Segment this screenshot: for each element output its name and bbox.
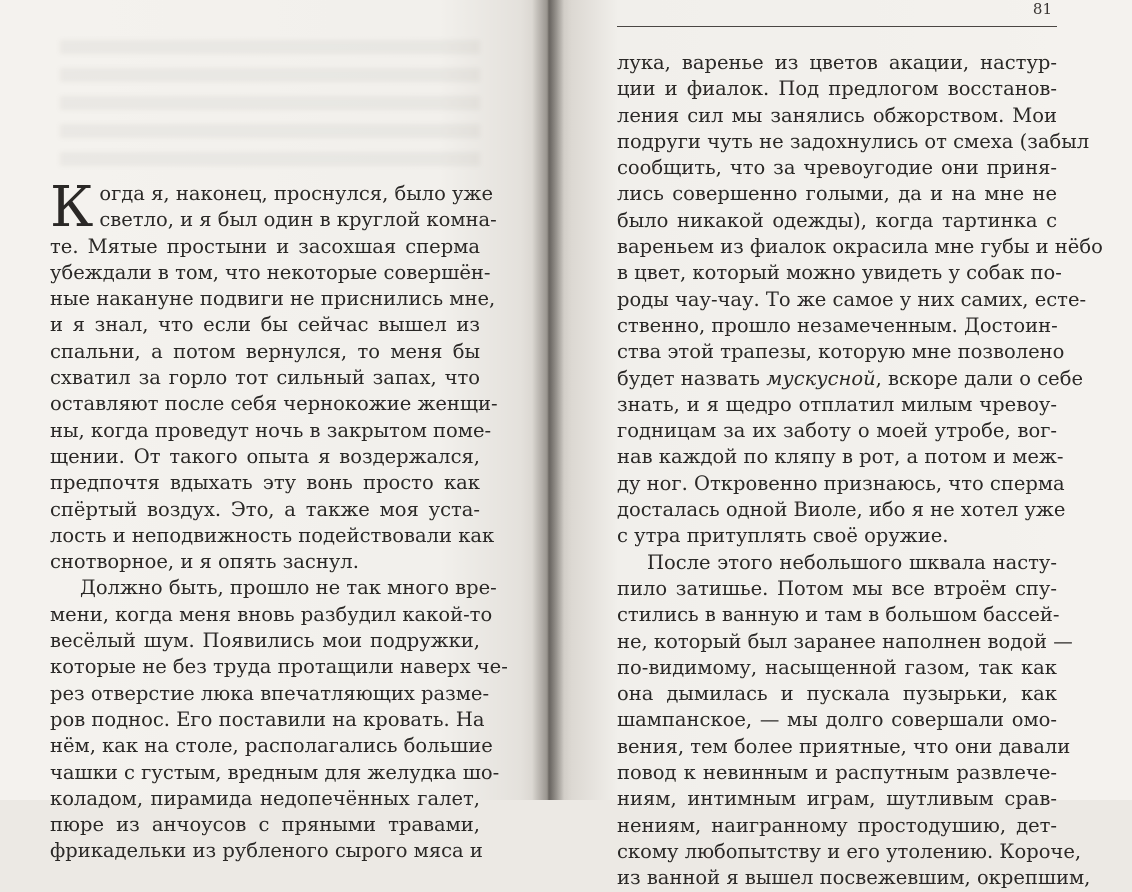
text-line: было никакой одежды), когда тартинка с bbox=[617, 208, 1057, 232]
text-segment: , вскоре дали о себе bbox=[875, 366, 1083, 390]
text-line: чашки с густым, вредным для желудка шо- bbox=[50, 760, 500, 784]
text-line: ственно, прошло незамеченным. Достоин- bbox=[617, 313, 1058, 337]
text-line: по-видимому, насыщенной газом, так как bbox=[617, 655, 1057, 679]
text-line: ду ног. Откровенно признаюсь, что сперма bbox=[617, 471, 1065, 495]
text-line: которые не без труда протащили наверх че- bbox=[50, 655, 508, 679]
text-line: шампанское, — мы долго совершали омо- bbox=[617, 708, 1057, 732]
text-line: предпочтя вдыхать эту вонь просто как bbox=[50, 471, 480, 495]
text-line: ления сил мы занялись обжорством. Мои bbox=[617, 103, 1057, 127]
text-line: После этого небольшого шквала насту- bbox=[647, 550, 1057, 574]
text-line: вения, тем более приятные, что они давали bbox=[617, 734, 1071, 758]
text-line: роды чау-чау. То же самое у них самих, есте- bbox=[617, 287, 1087, 311]
page-number: 81 bbox=[1032, 0, 1052, 18]
text-line: снотворное, и я опять заснул. bbox=[50, 550, 359, 574]
text-line: оставляют после себя чернокожие женщи- bbox=[50, 392, 498, 416]
left-page-text bbox=[50, 175, 508, 865]
text-line: фрикадельки из рубленого сырого мяса и bbox=[50, 839, 483, 863]
text-line: весёлый шум. Появились мои подружки, bbox=[50, 629, 480, 653]
text-line: нениям, наигранному простодушию, дет- bbox=[617, 813, 1057, 837]
text-line: скому любопытству и его утолению. Короче, bbox=[617, 839, 1082, 863]
text-line: подруги чуть не задохнулись от смеха (забыл bbox=[617, 129, 1090, 153]
text-line: и я знал, что если бы сейчас вышел из bbox=[50, 313, 480, 337]
text-line: вареньем из фиалок окрасила мне губы и нёбо bbox=[617, 235, 1103, 259]
book-gutter bbox=[532, 0, 564, 800]
text-line: ции и фиалок. Под предлогом восстанов- bbox=[617, 77, 1057, 101]
text-line: огда я, наконец, проснулся, было уже bbox=[99, 182, 494, 205]
text-line: щении. От такого опыта я воздержался, bbox=[50, 444, 480, 468]
text-line: ниям, интимным играм, шутливым срав- bbox=[617, 787, 1057, 811]
text-line: досталась одной Виоле, ибо я не хотел уже bbox=[617, 498, 1066, 522]
italic-word: мускусной bbox=[766, 366, 876, 390]
text-line: ров поднос. Его поставили на кровать. На bbox=[50, 707, 485, 731]
right-page-text bbox=[617, 50, 1103, 892]
text-line: ства этой трапезы, которую мне позволено bbox=[617, 340, 1065, 364]
text-line: убеждали в том, что некоторые совершён- bbox=[50, 260, 491, 284]
left-page bbox=[0, 0, 548, 863]
text-line: светло, и я был один в круглой комна- bbox=[99, 208, 497, 232]
drop-cap: К bbox=[50, 175, 94, 240]
text-line: нав каждой по кляпу в рот, а потом и меж- bbox=[617, 445, 1064, 469]
text-line: спальни, а потом вернулся, то меня бы bbox=[50, 339, 480, 363]
text-line: годницам за их заботу о моей утробе, вог- bbox=[617, 419, 1057, 443]
text-line: схватил за горло тот сильный запах, что bbox=[50, 366, 480, 390]
text-line: лость и неподвижность подействовали как bbox=[50, 523, 495, 547]
text-line: ные накануне подвиги не приснились мне, bbox=[50, 287, 496, 311]
text-line: нём, как на столе, располагались большие bbox=[50, 734, 493, 758]
text-line: из ванной я вышел посвежевшим, окрепшим, bbox=[617, 866, 1091, 890]
text-line: пило затишье. Потом мы все втроём спу- bbox=[617, 576, 1057, 600]
text-line: сообщить, что за чревоугодие они приня- bbox=[617, 156, 1057, 180]
text-line: лука, варенье из цветов акации, настур- bbox=[617, 51, 1057, 74]
text-line: коладом, пирамида недопечённых галет, bbox=[50, 786, 480, 810]
text-line: лись совершенно голыми, да и на мне не bbox=[617, 182, 1057, 206]
text-line: стились в ванную и там в большом бассей- bbox=[617, 603, 1060, 627]
text-line: мени, когда меня вновь разбудил какой-то bbox=[50, 602, 493, 626]
show-through-text bbox=[60, 40, 480, 170]
text-line: ны, когда проведут ночь в закрытом поме- bbox=[50, 418, 492, 442]
text-line: она дымилась и пускала пузырьки, как bbox=[617, 682, 1057, 706]
header-rule bbox=[617, 26, 1057, 27]
text-line: пюре из анчоусов с пряными травами, bbox=[50, 813, 480, 837]
text-line: не, который был заранее наполнен водой — bbox=[617, 629, 1073, 653]
text-line: рез отверстие люка впечатляющих разме- bbox=[50, 681, 490, 705]
text-line: повод к невинным и распутным развлече- bbox=[617, 761, 1057, 785]
text-line-with-italic bbox=[617, 366, 1083, 392]
text-line: те. Мятые простыни и засохшая сперма bbox=[50, 234, 480, 258]
text-line: Должно быть, прошло не так много вре- bbox=[80, 576, 497, 600]
text-line: спёртый воздух. Это, а также моя уста- bbox=[50, 497, 480, 521]
text-segment: будет назвать bbox=[617, 366, 767, 390]
text-line: знать, и я щедро отплатил милым чревоу- bbox=[617, 392, 1057, 416]
text-line: в цвет, который можно увидеть у собак по- bbox=[617, 261, 1062, 285]
text-line: с утра притуплять своё оружие. bbox=[617, 524, 949, 548]
